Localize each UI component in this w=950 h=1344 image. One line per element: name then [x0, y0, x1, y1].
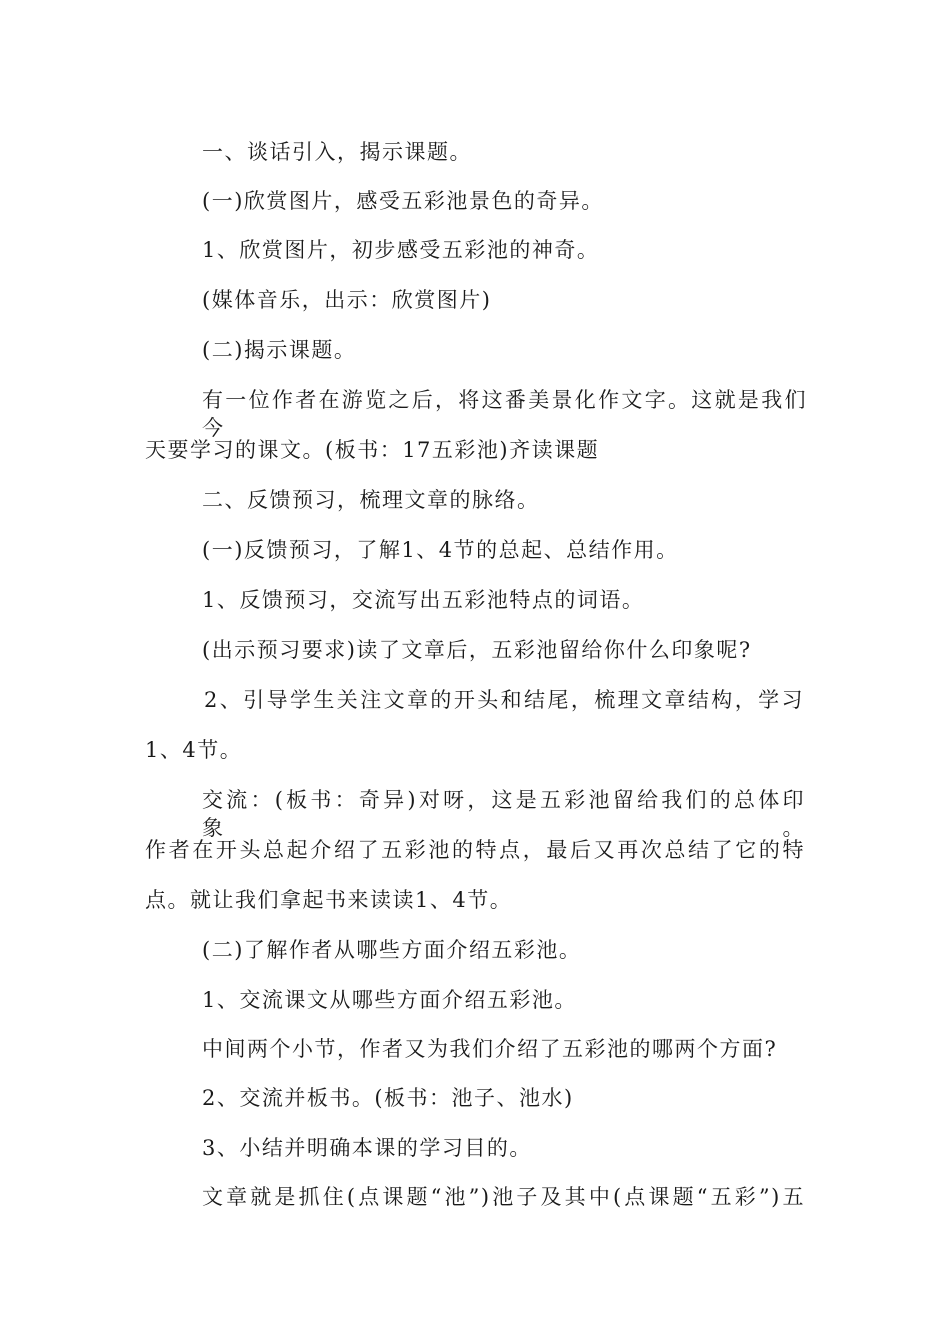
subsection-heading: (二)揭示课题。 [202, 338, 357, 362]
subsection-heading: (二)了解作者从哪些方面介绍五彩池。 [202, 938, 582, 962]
paragraph-line: 中间两个小节，作者又为我们介绍了五彩池的哪两个方面? [202, 1037, 778, 1061]
paragraph-line: (媒体音乐，出示：欣赏图片) [202, 288, 492, 312]
paragraph-line: 天要学习的课文。(板书：17五彩池)齐读课题 [145, 438, 600, 462]
paragraph-line: 文章就是抓住(点课题“池”)池子及其中(点课题“五彩”)五 [202, 1185, 805, 1209]
paragraph-line: 点。就让我们拿起书来读读1、4节。 [145, 888, 513, 912]
subsection-heading: (一)反馈预习，了解1、4节的总起、总结作用。 [202, 538, 679, 562]
paragraph-line: 3、小结并明确本课的学习目的。 [202, 1136, 532, 1160]
section-heading-1: 一、谈话引入，揭示课题。 [202, 140, 472, 164]
paragraph-line: 1、反馈预习，交流写出五彩池特点的词语。 [202, 588, 645, 612]
subsection-heading: (一)欣赏图片，感受五彩池景色的奇异。 [202, 189, 604, 213]
paragraph-line: 2、引导学生关注文章的开头和结尾，梳理文章结构，学习 [204, 688, 804, 712]
paragraph-line: 交流：(板书：奇异)对呀，这是五彩池留给我们的总体印象。 [202, 788, 805, 840]
paragraph-line: 1、欣赏图片，初步感受五彩池的神奇。 [202, 238, 600, 262]
paragraph-line: 2、交流并板书。(板书：池子、池水) [202, 1086, 574, 1110]
paragraph-line: 1、交流课文从哪些方面介绍五彩池。 [202, 988, 577, 1012]
paragraph-line: 有一位作者在游览之后，将这番美景化作文字。这就是我们今 [202, 388, 807, 440]
paragraph-line: (出示预习要求)读了文章后，五彩池留给你什么印象呢? [202, 638, 752, 662]
paragraph-line: 作者在开头总起介绍了五彩池的特点，最后又再次总结了它的特 [145, 838, 805, 862]
section-heading-2: 二、反馈预习，梳理文章的脉络。 [202, 488, 540, 512]
paragraph-line: 1、4节。 [145, 738, 243, 762]
